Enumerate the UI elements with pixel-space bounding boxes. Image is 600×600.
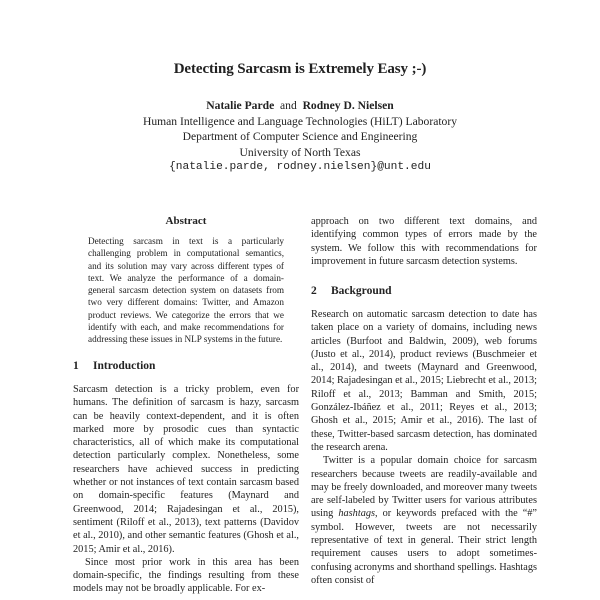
affiliation-lab: Human Intelligence and Language Technologies (HiLT) Laboratory	[142, 114, 458, 128]
paragraph: Since most prior work in this area has been domain-specific, the findings resulting from these models may not be broadly applicable. For ex-	[73, 556, 299, 595]
section-title: Background	[331, 285, 392, 297]
author-block	[0, 98, 600, 176]
author-conjunction: and	[280, 99, 297, 112]
introduction-continuation	[311, 215, 537, 268]
introduction-body	[73, 383, 299, 596]
author-1: Natalie Parde	[206, 99, 275, 112]
section-heading-introduction	[73, 360, 155, 372]
paragraph: Research on automatic sarcasm detection to date has taken place on a variety of domains, including news articles (Burfoot and Baldwin, 2009), web forums (Justo et al., 2014), product reviews (Buschmeier et al., 2014), and tweets (Maynard and Greenwood, 2014; Rajadesingan et al., 2015; Liebrecht et al., 2013; Riloff et al., 2013; Bamman and Smith, 2015; González-Ibáñez et al., 2011; Reyes et al., 2013; Ghosh et al., 2015; Amir et al., 2016). The last of these, Twitter-based sarcasm detection, has dominated the research arena.	[311, 309, 537, 453]
paragraph: Sarcasm detection is a tricky problem, even for humans. The definition of sarcasm is hazy, sarcasm can be heavily context-dependent, and it is often marked more by prosodic cues than syntactic characteristics, all of which make its computational detection particularly complex. Nonetheless, some researchers have achieved success in predicting whether or not instances of text contain sarcasm based on domain-specific features (Maynard and Greenwood, 2014; Rajadesingan et al., 2015), sentiment (Riloff et al., 2013), text patterns (Davidov et al., 2010), and other semantic features (Ghosh et al., 2015; Amir et al., 2016).	[73, 384, 299, 555]
background-body	[311, 308, 537, 587]
paragraph: approach on two different text domains, and identifying common types of errors made by the system. We follow this with recommendations for improvement in future sarcasm detection systems.	[311, 216, 537, 267]
section-title: Introduction	[93, 360, 156, 372]
section-number: 2	[311, 285, 317, 297]
paper-title: Detecting Sarcasm is Extremely Easy ;-)	[173, 61, 427, 77]
abstract-heading: Abstract	[165, 215, 207, 227]
abstract-body: Detecting sarcasm in text is a particularly challenging problem in computational semantics, and its solution may vary across different types of text. We analyze the performance of a domain-general sarcasm detection system on datasets from two very different domains: Twitter, and Amazon product reviews. We categorize the errors that we identify with each, and make recommendations for addressing these issues in NLP systems in the future.	[88, 236, 284, 345]
affiliation-dept: Department of Computer Science and Engineering	[182, 130, 418, 144]
paragraph	[311, 454, 537, 587]
author-emails: {natalie.parde, rodney.nielsen}@unt.edu	[169, 161, 431, 174]
text-run: Twitter is a popular domain choice for sarcasm researchers because tweets are readily-available and may be freely downloaded, and moreover many tweets are self-labeled by Twitter users for various attributes using	[311, 455, 537, 520]
author-names	[0, 98, 600, 114]
section-number: 1	[73, 360, 79, 372]
emphasis-hashtags: hashtags	[338, 508, 375, 520]
section-heading-background	[311, 285, 392, 297]
author-2: Rodney D. Nielsen	[302, 99, 394, 112]
text-run: , or keywords prefaced with the “#” symbol. However, tweets are not necessarily representative of text in general. Their strict length requirement causes users to adopt sometimes-confusing acronyms and shorthand spellings. Hashtags often consist of	[311, 508, 538, 586]
affiliation-univ: University of North Texas	[239, 145, 361, 159]
